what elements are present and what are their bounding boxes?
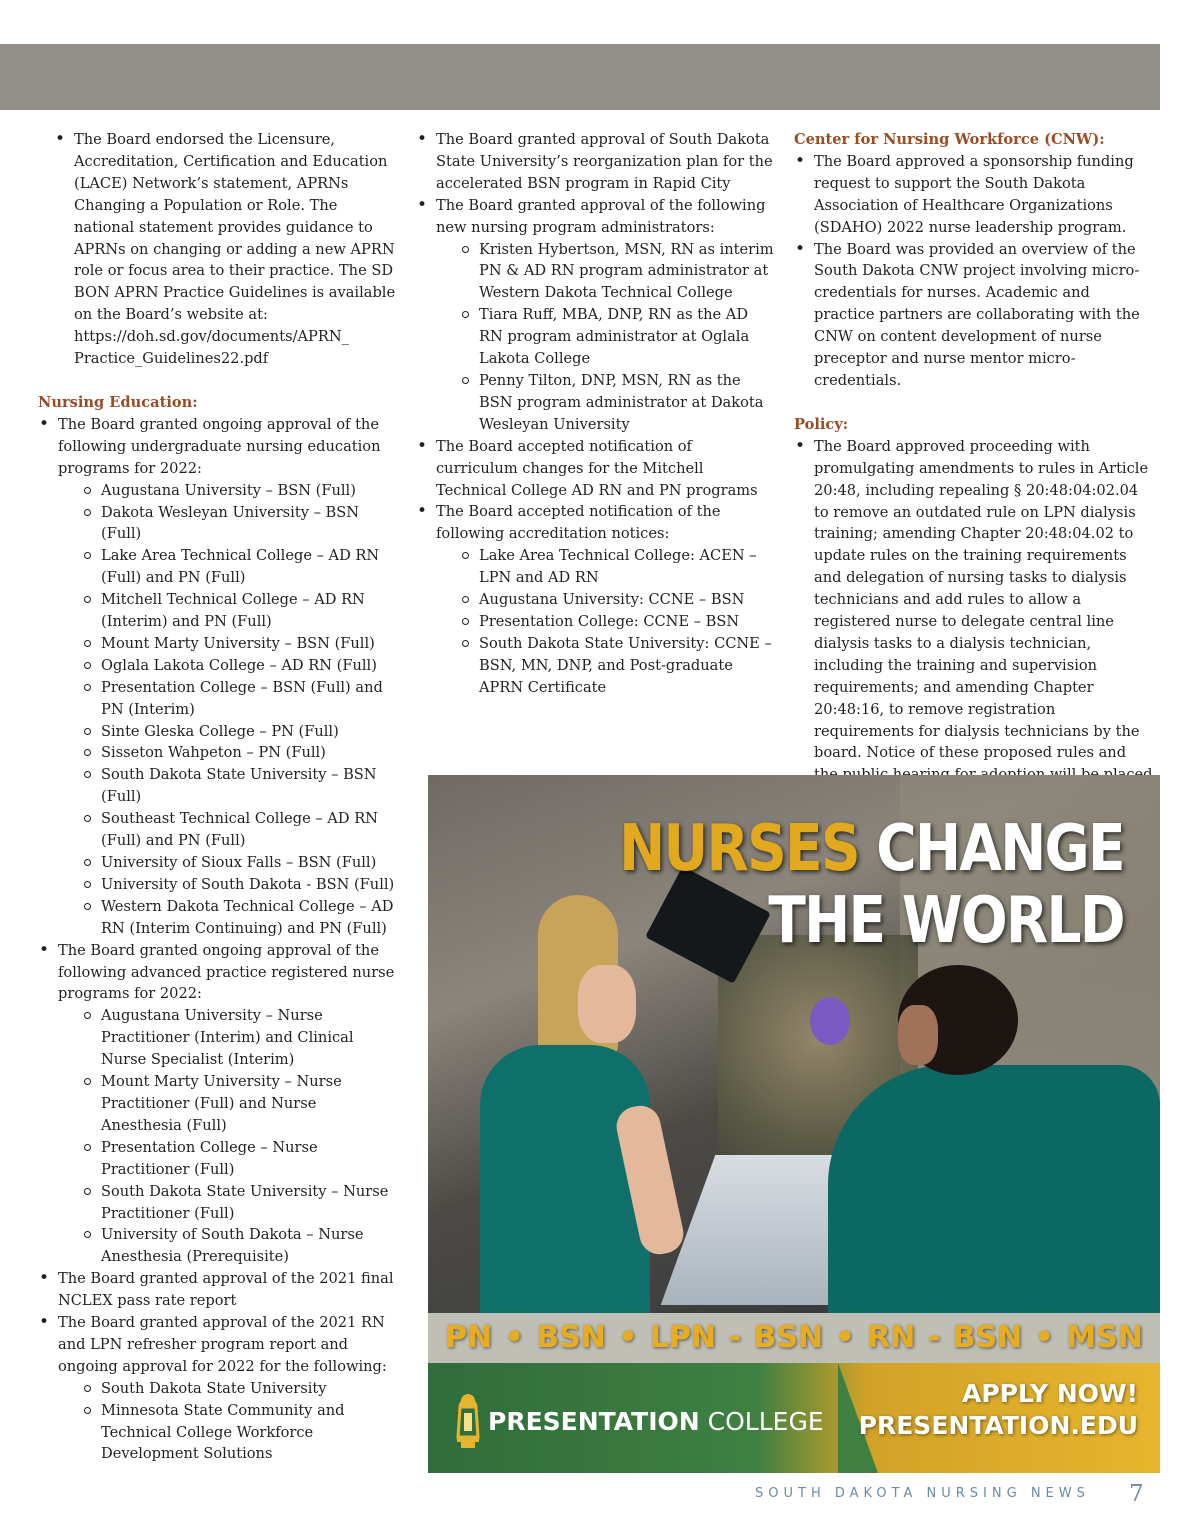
ad-program-list: PN • BSN • LPN - BSN • RN - BSN • MSN	[428, 1313, 1160, 1363]
list-item: Augustana University – BSN (Full)	[58, 480, 398, 502]
list-item	[38, 414, 398, 940]
section-heading-nursing-education: Nursing Education:	[38, 393, 198, 411]
list-item: Western Dakota Technical College – AD RN (Interim Continuing) and PN (Full)	[58, 896, 398, 940]
list-item: Tiara Ruff, MBA, DNP, RN as the AD RN program administrator at Oglala Lakota College	[436, 304, 776, 370]
list-item-text: The Board granted ongoing approval of the following undergraduate nursing education programs for 2022:	[58, 415, 381, 477]
list-item	[416, 501, 776, 698]
list-item: Minnesota State Community and Technical College Workforce Development Solutions	[58, 1400, 398, 1466]
list-item-text: The Board granted approval of the following new nursing program administrators:	[436, 196, 766, 236]
list-item: Augustana University – Nurse Practitioner (Interim) and Clinical Nurse Specialist (Interim)	[58, 1005, 398, 1071]
list-item	[416, 195, 776, 436]
photo-iv-bag	[810, 997, 850, 1045]
list-item: • The Board granted approval of the 2021 final NCLEX pass rate report	[38, 1268, 398, 1312]
list-item	[38, 940, 398, 1269]
list-item: University of South Dakota – Nurse Anesthesia (Prerequisite)	[58, 1224, 398, 1268]
headline-line-2: THE WORLD	[768, 884, 1124, 958]
list-item-text: The Board granted approval of the 2021 RN and LPN refresher program report and ongoing approval for 2022 for the following:	[58, 1314, 387, 1375]
intro-list	[38, 129, 398, 370]
headline-word: CHANGE	[876, 812, 1124, 886]
apply-now-text: APPLY NOW!	[962, 1379, 1138, 1408]
list-item: South Dakota State University: CCNE – BSN, MN, DNP, and Post-graduate APRN Certificate	[436, 633, 776, 699]
list-item: Kristen Hybertson, MSN, RN as interim PN & AD RN program administrator at Western Dakota Technical College	[436, 239, 776, 305]
list-item: Lake Area Technical College – AD RN (Full) and PN (Full)	[58, 545, 398, 589]
list-item: Oglala Lakota College – AD RN (Full)	[58, 655, 398, 677]
list-item: Presentation College – BSN (Full) and PN (Interim)	[58, 677, 398, 721]
publication-name: SOUTH DAKOTA NURSING NEWS	[755, 1486, 1090, 1501]
ad-headline	[619, 813, 1124, 957]
column-1	[38, 129, 398, 1465]
photo-nurse2-face	[898, 1005, 938, 1065]
list-item: South Dakota State University – Nurse Practitioner (Full)	[58, 1181, 398, 1225]
list-item	[38, 1312, 398, 1465]
list-item: • The Board granted approval of South Dakota State University’s reorganization plan for the accelerated BSN program in Rapid City	[416, 129, 776, 195]
list-item: • The Board approved a sponsorship funding request to support the South Dakota Association of Healthcare Organizations (SDAHO) 2022 nurse leadership program.	[794, 151, 1154, 239]
ad-call-to-action[interactable]	[859, 1378, 1138, 1442]
list-item: • The Board accepted notification of curriculum changes for the Mitchell Technical College AD RN and PN programs	[416, 436, 776, 502]
list-item: • The Board approved proceeding with promulgating amendments to rules in Article 20:48, including repealing § 20:48:04:02.04 to remove an outdated rule on LPN dialysis training; amending Chapter 20:48:04.02 to update rules on the training requirements and delegation of nursing tasks to dialysis technicians and add rules to allow a registered nurse to delegate central line dialysis tasks to a dialysis technician, including the training and supervision requirements; and amending Chapter 20:48:16, to remove registration requirements for dialysis technicians by the board. Notice of these proposed rules and	[794, 436, 1154, 808]
list-item: Penny Tilton, DNP, MSN, RN as the BSN program administrator at Dakota Wesleyan University	[436, 370, 776, 436]
lantern-icon	[454, 1393, 482, 1451]
list-item: Presentation College – Nurse Practitioner (Full)	[58, 1137, 398, 1181]
board-actions-list	[416, 129, 776, 699]
list-item: Dakota Wesleyan University – BSN (Full)	[58, 502, 398, 546]
list-item: Augustana University: CCNE – BSN	[436, 589, 776, 611]
photo-nurse2-scrubs	[828, 1065, 1160, 1313]
aprn-program-list	[58, 1005, 398, 1268]
headline-gold-word: NURSES	[619, 812, 859, 886]
undergrad-program-list	[58, 480, 398, 940]
list-item: Mount Marty University – Nurse Practitioner (Full) and Nurse Anesthesia (Full)	[58, 1071, 398, 1137]
presentation-college-ad[interactable]	[428, 775, 1160, 1473]
college-logo-text	[488, 1405, 824, 1439]
page-number: 7	[1129, 1481, 1144, 1507]
list-item: • The Board was provided an overview of the South Dakota CNW project involving micro-credentials for nurses. Academic and practice partners are collaborating with the CNW on content development of nurse preceptor and nurse mentor micro-credentials.	[794, 239, 1154, 392]
column-2	[416, 129, 776, 699]
list-item: Presentation College: CCNE – BSN	[436, 611, 776, 633]
policy-list	[794, 436, 1154, 808]
list-item-text: The Board granted ongoing approval of the following advanced practice registered nurse programs for 2022:	[58, 941, 395, 1003]
nursing-education-list	[38, 414, 398, 1466]
list-item: University of Sioux Falls – BSN (Full)	[58, 852, 398, 874]
list-item-text: The Board accepted notification of the following accreditation notices:	[436, 503, 721, 543]
list-item: South Dakota State University – BSN (Full)	[58, 764, 398, 808]
section-heading-policy: Policy:	[794, 415, 849, 433]
list-item: Mitchell Technical College – AD RN (Interim) and PN (Full)	[58, 589, 398, 633]
list-item: Lake Area Technical College: ACEN – LPN and AD RN	[436, 545, 776, 589]
list-item: Sisseton Wahpeton – PN (Full)	[58, 742, 398, 764]
list-item: University of South Dakota - BSN (Full)	[58, 874, 398, 896]
refresher-program-list	[58, 1378, 398, 1466]
list-item: • The Board endorsed the Licensure, Accreditation, Certification and Education (LACE) Network’s statement, APRNs Changing a Population or Role. The national statement provides guidance to APRNs on changing or adding a new APRN role or focus area to their practice. The SD BON APRN Practice Guidelines is available on the Board’s website at: https://doh.sd.gov/documents/APRN_ Practice_Guidelines22.pdf	[54, 129, 398, 370]
photo-nurse-scrubs	[480, 1045, 650, 1313]
college-name-bold: PRESENTATION	[488, 1407, 700, 1436]
college-name-rest: COLLEGE	[707, 1407, 824, 1436]
list-item: South Dakota State University	[58, 1378, 398, 1400]
photo-nurse-face	[578, 965, 636, 1043]
list-item: Southeast Technical College – AD RN (Full) and PN (Full)	[58, 808, 398, 852]
header-band	[0, 44, 1160, 110]
administrator-list	[436, 239, 776, 436]
accreditation-list	[436, 545, 776, 698]
list-item: Sinte Gleska College – PN (Full)	[58, 721, 398, 743]
cnw-list	[794, 151, 1154, 392]
list-item: Mount Marty University – BSN (Full)	[58, 633, 398, 655]
website-link[interactable]: PRESENTATION.EDU	[858, 1411, 1138, 1440]
column-3	[794, 129, 1154, 808]
section-heading-cnw: Center for Nursing Workforce (CNW):	[794, 131, 1105, 148]
